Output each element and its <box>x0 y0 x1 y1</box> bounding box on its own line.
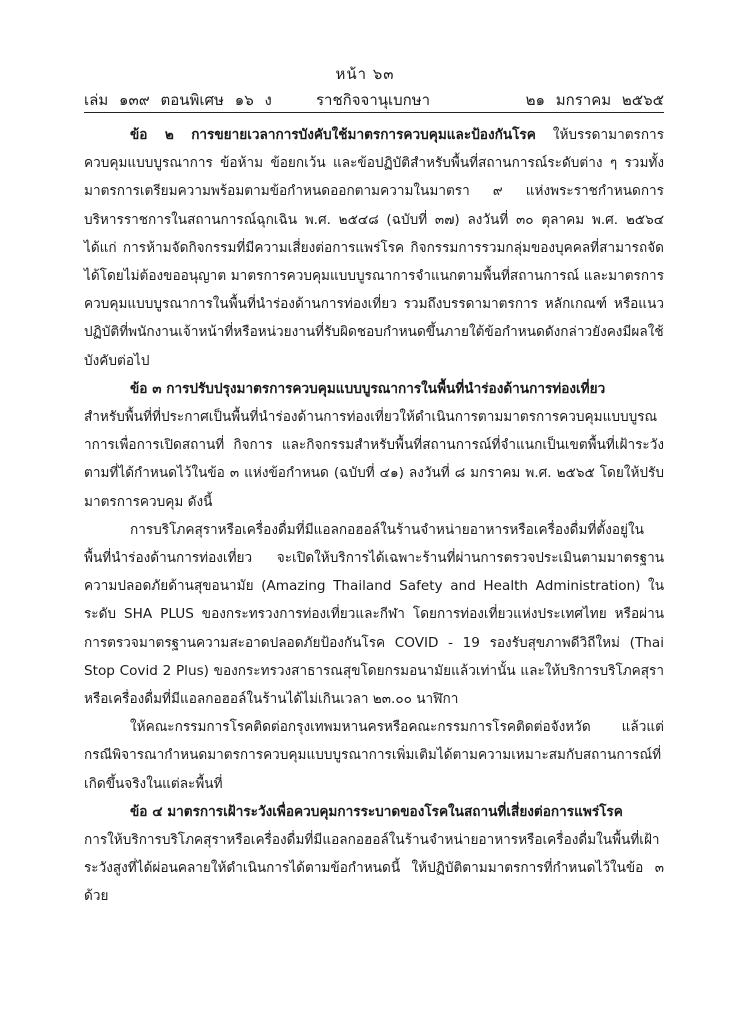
clause-2 <box>84 121 664 375</box>
header-divider <box>84 112 664 113</box>
clause-3-heading-line <box>84 375 664 403</box>
clause-4-heading: ข้อ ๔ มาตรการเฝ้าระวังเพื่อควบคุมการระบาดของโรคในสถานที่เสี่ยงต่อการแพร่โรค <box>130 803 623 820</box>
clause-3-text: สำหรับพื้นที่ที่ประกาศเป็นพื้นที่นำร่องด้านการท่องเที่ยวให้ดำเนินการตามมาตรการควบคุมแบบบูรณาการเพื่อการเปิดสถานที่ กิจการ และกิจกรรมสำหรับพื้นที่สถานการณ์ที่จำแนกเป็นเขตพื้นที่เฝ้าระวังตามที่ได้กำหนดไว้ในข้อ ๓ แห่งข้อกำหนด (ฉบับที่ ๔๑) ลงวันที่ ๘ มกราคม พ.ศ. ๒๕๖๕ โดยให้ปรับมาตรการควบคุม ดังนี้ <box>84 409 664 510</box>
clause-3-paragraph-committee: ให้คณะกรรมการโรคติดต่อกรุงเทพมหานครหรือคณะกรรมการโรคติดต่อจังหวัด แล้วแต่กรณีพิจารณากำหนดมาตรการควบคุมแบบบูรณาการเพิ่มเติมได้ตามความเหมาะสมกับสถานการณ์ที่เกิดขึ้นจริงในแต่ละพื้นที่ <box>84 719 664 792</box>
volume-issue: เล่ม ๑๓๙ ตอนพิเศษ ๑๖ ง <box>84 91 272 109</box>
clause-2-text: ให้บรรดามาตรการควบคุมแบบบูรณาการ ข้อห้าม ข้อยกเว้น และข้อปฏิบัติสำหรับพื้นที่สถานการณ์ระดับต่าง ๆ รวมทั้งมาตรการเตรียมความพร้อมตามข้อกำหนดออกตามความในมาตรา ๙ แห่งพระราชกำหนดการบริหารราชการในสถานการณ์ฉุกเฉิน พ.ศ. ๒๕๔๘ (ฉบับที่ ๓๗) ลงวันที่ ๓๐ ตุลาคม พ.ศ. ๒๕๖๔ ได้แก่ การห้ามจัดกิจกรรมที่มีความเสี่ยงต่อการแพร่โรค กิจกรรมการรวมกลุ่มของบุคคลที่สามารถจัดได้โดยไม่ต้องขออนุญาต มาตรการควบคุมแบบบูรณาการจำแนกตามพื้นที่สถานการณ์ และมาตรการควบคุมแบบบูรณาการในพื้นที่นำร่องด้านการท่องเที่ยว รวมถึงบรรดามาตรการ หลักเกณฑ์ หรือแนวปฏิบัติที่พนักงานเจ้าหน้าที่หรือหน่วยงานที่รับผิดชอบกำหนดขึ้นภายใต้ข้อกำหนดดังกล่าวยังคงมีผลใช้บังคับต่อไป <box>84 127 664 369</box>
clause-2-heading: ข้อ ๒ การขยายเวลาการบังคับใช้มาตรการควบคุมและป้องกันโรค <box>130 127 536 143</box>
publication-date: ๒๑ มกราคม ๒๕๖๕ <box>525 91 664 109</box>
page-number: หน้า ๖๓ <box>335 65 395 83</box>
document-body <box>84 121 664 911</box>
clause-4-text: การให้บริการบริโภคสุราหรือเครื่องดื่มที่มีแอลกอฮอล์ในร้านจำหน่ายอาหารหรือเครื่องดื่มในพื้นที่เฝ้าระวังสูงที่ได้ผ่อนคลายให้ดำเนินการได้ตามข้อกำหนดนี้ ให้ปฏิบัติตามมาตรการที่กำหนดไว้ในข้อ ๓ ด้วย <box>84 832 664 905</box>
clause-4-heading-line <box>84 798 664 826</box>
gazette-header <box>84 88 664 112</box>
clause-3-heading: ข้อ ๓ การปรับปรุงมาตรการควบคุมแบบบูรณาการในพื้นที่นำร่องด้านการท่องเที่ยว <box>130 380 606 397</box>
gazette-name: ราชกิจจานุเบกษา <box>316 91 431 109</box>
clause-3-paragraph-alcohol: การบริโภคสุราหรือเครื่องดื่มที่มีแอลกอฮอล์ในร้านจำหน่ายอาหารหรือเครื่องดื่มที่ตั้งอยู่ในพื้นที่นำร่องด้านการท่องเที่ยว จะเปิดให้บริการได้เฉพาะร้านที่ผ่านการตรวจประเมินตามมาตรฐานความปลอดภัยด้านสุขอนามัย (Amazing Thailand Safety and Health Administration) ในระดับ SHA PLUS ของกระทรวงการท่องเที่ยวและกีฬา โดยการท่องเที่ยวแห่งประเทศไทย หรือผ่านการตรวจมาตรฐานความสะอาดปลอดภัยป้องกันโรค COVID - 19 รองรับสุขภาพดีวิถีใหม่ (Thai Stop Covid 2 Plus) ของกระทรวงสาธารณสุขโดยกรมอนามัยแล้วเท่านั้น และให้บริการบริโภคสุราหรือเครื่องดื่มที่มีแอลกอฮอล์ในร้านได้ไม่เกินเวลา ๒๓.๐๐ นาฬิกา <box>84 521 664 708</box>
